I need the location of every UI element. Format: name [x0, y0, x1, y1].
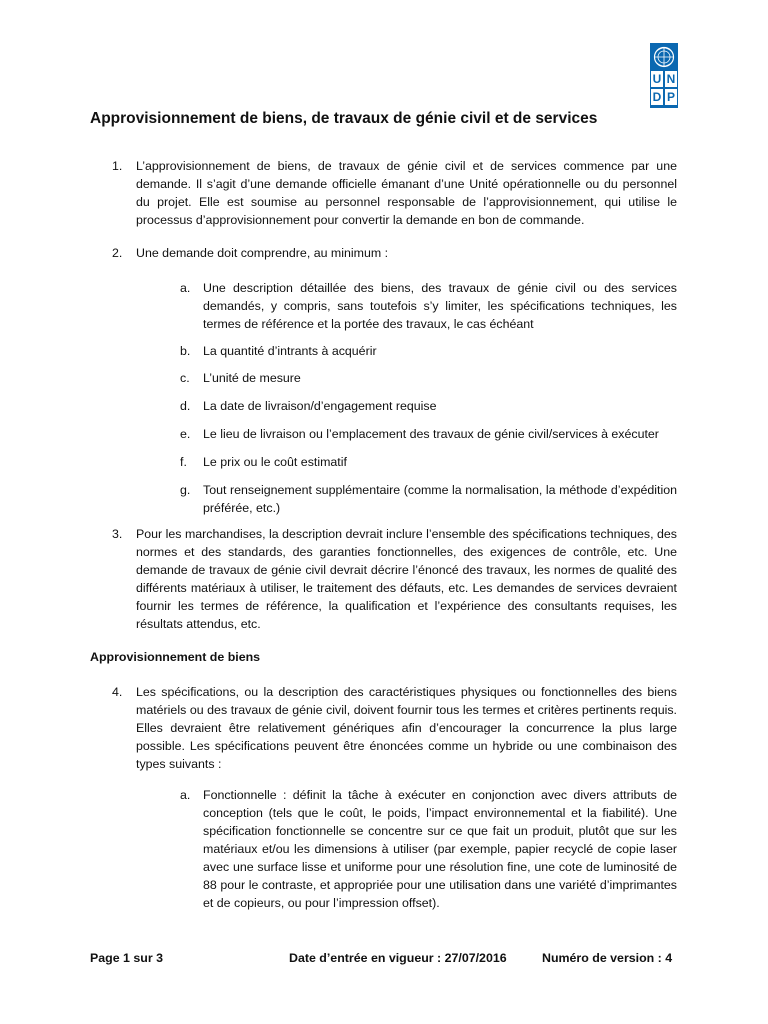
undp-logo — [650, 43, 678, 108]
subitem-letter: d. — [180, 399, 191, 413]
item-paragraph: Une demande doit comprendre, au minimum : — [136, 246, 389, 260]
subitem-text: Le prix ou le coût estimatif — [203, 455, 347, 469]
logo-letter-n: N — [666, 72, 676, 86]
item-paragraph: Les spécifications, ou la description des caractéristiques physiques ou fonctionnelles des biens matériels ou des travaux de génie civil, doivent fournir tous les termes et critères pertinents requis. Elles devraient être relativement génériques afin d’encourager la concurrence la plus large possible. Les spécifications peuvent être énoncées comme un hybride ou une combinaison des types suivants : — [136, 685, 677, 771]
logo-letter-p: P — [666, 90, 675, 104]
item-paragraph: Pour les marchandises, la description devrait inclure l’ensemble des spécifications techniques, des normes et des standards, des garanties fonctionnelles, des exigences de contrôle, etc. Une demande de travaux de génie civil devrait décrire l’énoncé des travaux, les normes de qualité des différents matériaux à utiliser, le traitement des défauts, etc. Les demandes de services devraient fournir les termes de référence, la qualification et l’expérience des consultants requises, les résultats attendus, etc. — [136, 527, 677, 631]
footer-page-number: Page 1 sur 3 — [90, 951, 164, 965]
item-number: 1. — [112, 159, 123, 173]
item-number: 2. — [112, 246, 123, 260]
subitem-text: Fonctionnelle : définit la tâche à exécuter en conjonction avec divers attributs de conception (tels que le coût, le poids, l’impact environnemental et la fiabilité). Une spécification fonctionnelle se concentre sur ce que fait un produit, plutôt que sur les matériaux et/ou les dimensions à utiliser (par exemple, papier recyclé de copie laser avec une surface lisse et uniforme pour une résolution fine, une cote de luminosité de 88 pour le contraste, et appropriée pour une utilisation dans une variété d’imprimantes et de copieurs, ou pour l’impression offset). — [203, 788, 677, 910]
subitem-text: Le lieu de livraison ou l’emplacement des travaux de génie civil/services à exécuter — [203, 427, 659, 441]
undp-letters — [651, 71, 677, 105]
subitem-letter: e. — [180, 427, 191, 441]
document-title: Approvisionnement de biens, de travaux de génie civil et de services — [90, 110, 598, 127]
footer-effective-date: Date d’entrée en vigueur : 27/07/2016 — [289, 951, 507, 965]
subitem-text: Une description détaillée des biens, des travaux de génie civil ou des services demandés, y compris, sans toutefois s’y limiter, les spécifications techniques, les termes de référence et la portée des travaux, le cas échéant — [203, 281, 677, 331]
subitem-text: La date de livraison/d’engagement requise — [203, 399, 437, 413]
subitem-letter: g. — [180, 483, 191, 497]
item-number: 3. — [112, 527, 123, 541]
subitem-letter: a. — [180, 788, 191, 802]
footer-version: Numéro de version : 4 — [542, 951, 673, 965]
subitem-letter: b. — [180, 344, 191, 358]
subitem-letter: a. — [180, 281, 191, 295]
logo-letter-u: U — [652, 72, 662, 86]
item-paragraph: L’approvisionnement de biens, de travaux de génie civil et de services commence par une demande. Il s’agit d’une demande officielle émanant d’une Unité opérationnelle ou du personnel du projet. Elle est soumise au personnel responsable de l’approvisionnement, qui utilise le processus d’approvisionnement pour convertir la demande en bon de commande. — [136, 159, 677, 227]
section-heading: Approvisionnement de biens — [90, 650, 261, 664]
un-emblem-icon — [653, 46, 675, 68]
logo-letter-d: D — [652, 90, 662, 104]
subitem-text: La quantité d’intrants à acquérir — [203, 344, 377, 358]
item-number: 4. — [112, 685, 123, 699]
subitem-letter: f. — [180, 455, 187, 469]
subitem-letter: c. — [180, 371, 190, 385]
subitem-text: Tout renseignement supplémentaire (comme la normalisation, la méthode d’expédition préférée, etc.) — [203, 483, 677, 515]
subitem-text: L’unité de mesure — [203, 371, 301, 385]
